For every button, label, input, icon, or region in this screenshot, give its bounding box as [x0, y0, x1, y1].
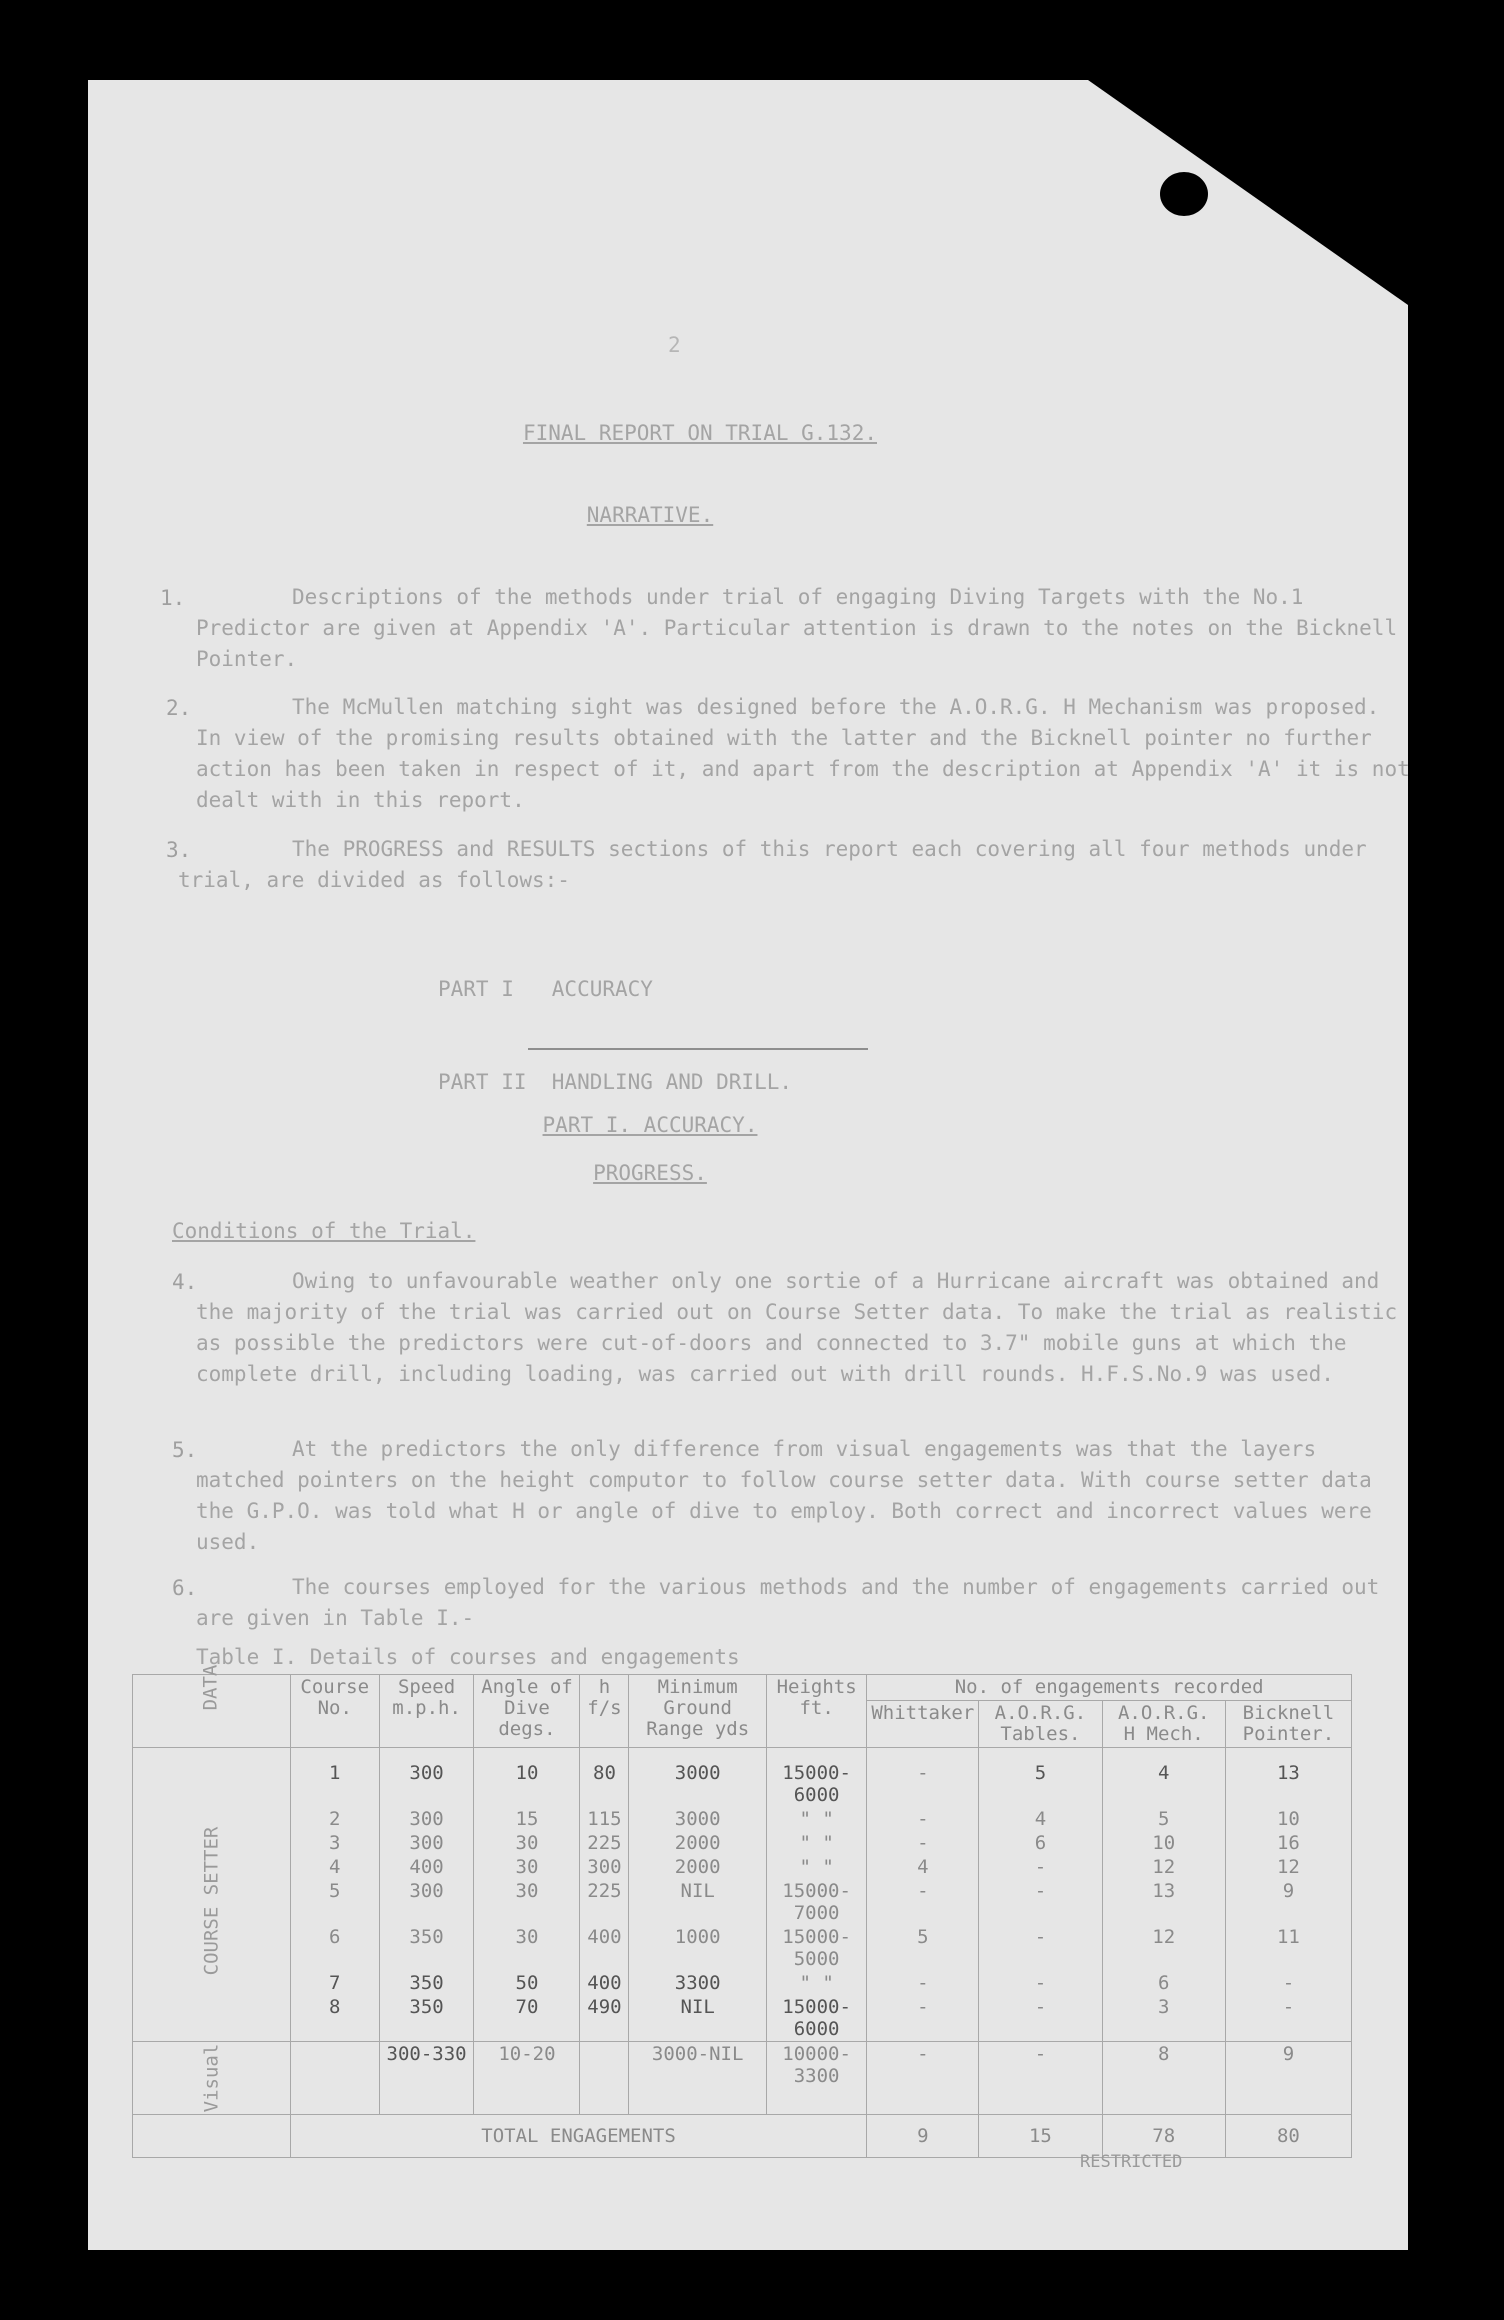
- cell-whittaker: -: [867, 1879, 979, 1925]
- cell-speed: 350: [379, 1971, 474, 1995]
- cell-course: 4: [290, 1855, 379, 1879]
- table-row: [133, 1971, 1352, 1995]
- cell-range: 2000: [629, 1831, 766, 1855]
- total-label: TOTAL ENGAGEMENTS: [290, 2115, 867, 2158]
- page-number: 2: [668, 333, 681, 357]
- table-caption: Table I. Details of courses and engagements: [196, 1645, 740, 1669]
- header-data: DATA: [133, 1675, 291, 1748]
- table-row: [133, 1855, 1352, 1879]
- cell-angle: 30: [474, 1925, 580, 1971]
- cell-course: 3: [290, 1831, 379, 1855]
- cell-angle: 10-20: [474, 2042, 580, 2115]
- header-bicknell: Bicknell Pointer.: [1225, 1701, 1351, 1748]
- cell-angle: 30: [474, 1879, 580, 1925]
- cell-course: 7: [290, 1971, 379, 1995]
- cell-aorg-hmech: 8: [1102, 2042, 1225, 2115]
- cell-heights: " ": [766, 1807, 866, 1831]
- table-row: [133, 1879, 1352, 1925]
- cell-aorg-hmech: 6: [1102, 1971, 1225, 1995]
- cell-bicknell: 9: [1225, 1879, 1351, 1925]
- cell-course: 1: [290, 1748, 379, 1808]
- report-title: FINAL REPORT ON TRIAL G.132.: [522, 421, 877, 445]
- paragraph-number: 3.: [166, 838, 192, 862]
- engagements-table: [132, 1664, 1352, 2158]
- cell-heights: 10000-3300: [766, 2042, 866, 2115]
- cell-angle: 30: [474, 1855, 580, 1879]
- parts-list: [438, 912, 792, 1129]
- paragraph-number: 4.: [172, 1270, 198, 1294]
- cell-whittaker: -: [867, 1807, 979, 1831]
- cell-speed: 400: [379, 1855, 474, 1879]
- part-ii-item: PART II HANDLING AND DRILL.: [438, 1070, 793, 1094]
- cell-whittaker: -: [867, 2042, 979, 2115]
- cell-aorg-tables: -: [979, 2042, 1102, 2115]
- cell-bicknell: 10: [1225, 1807, 1351, 1831]
- cell-aorg-hmech: 12: [1102, 1855, 1225, 1879]
- paragraph-number: 5.: [172, 1438, 198, 1462]
- conditions-heading: Conditions of the Trial.: [172, 1219, 476, 1243]
- cell-aorg-hmech: 13: [1102, 1879, 1225, 1925]
- header-speed: Speed m.p.h.: [379, 1675, 474, 1748]
- cell-aorg-tables: 6: [979, 1831, 1102, 1855]
- cell-hfs: 400: [580, 1925, 629, 1971]
- cell-course: 8: [290, 1995, 379, 2042]
- cell-course: [290, 2042, 379, 2115]
- cell-aorg-tables: -: [979, 1855, 1102, 1879]
- paragraph-number: 2.: [166, 696, 192, 720]
- footer-stamp: RESTRICTED: [1080, 2152, 1183, 2172]
- cell-heights: " ": [766, 1855, 866, 1879]
- cell-angle: 10: [474, 1748, 580, 1808]
- cell-speed: 300: [379, 1831, 474, 1855]
- table-row: [133, 1995, 1352, 2042]
- cell-heights: 15000-6000: [766, 1748, 866, 1808]
- cell-speed: 350: [379, 1925, 474, 1971]
- cell-hfs: 225: [580, 1831, 629, 1855]
- header-angle: Angle of Dive degs.: [474, 1675, 580, 1748]
- total-whittaker: 9: [867, 2115, 979, 2158]
- cell-whittaker: 4: [867, 1855, 979, 1879]
- cell-hfs: 300: [580, 1855, 629, 1879]
- header-hfs: h f/s: [580, 1675, 629, 1748]
- cell-bicknell: 16: [1225, 1831, 1351, 1855]
- cell-speed: 300: [379, 1807, 474, 1831]
- cell-hfs: 490: [580, 1995, 629, 2042]
- cell-aorg-hmech: 3: [1102, 1995, 1225, 2042]
- cell-aorg-tables: -: [979, 1971, 1102, 1995]
- header-aorg-hmech: A.O.R.G. H Mech.: [1102, 1701, 1225, 1748]
- cell-aorg-hmech: 10: [1102, 1831, 1225, 1855]
- cell-bicknell: 11: [1225, 1925, 1351, 1971]
- part-i-item: PART I ACCURACY: [438, 977, 653, 1001]
- table-row: [133, 1807, 1352, 1831]
- cell-whittaker: -: [867, 1831, 979, 1855]
- cell-angle: 30: [474, 1831, 580, 1855]
- paragraph-3: The PROGRESS and RESULTS sections of this report each covering all four methods under trial, are divided as follows:-: [178, 837, 1367, 892]
- cell-range: 2000: [629, 1855, 766, 1879]
- header-engagements-group: No. of engagements recorded: [867, 1675, 1352, 1701]
- cell-bicknell: -: [1225, 1995, 1351, 2042]
- header-aorg-tables: A.O.R.G. Tables.: [979, 1701, 1102, 1748]
- cell-heights: " ": [766, 1831, 866, 1855]
- cell-course: 2: [290, 1807, 379, 1831]
- cell-hfs: 400: [580, 1971, 629, 1995]
- table-row: [133, 1925, 1352, 1971]
- punch-hole: [1160, 172, 1208, 216]
- table-header-row: [133, 1675, 1352, 1701]
- course-setter-label: COURSE SETTER: [133, 1748, 291, 2042]
- cell-speed: 300: [379, 1748, 474, 1808]
- cell-hfs: 115: [580, 1807, 629, 1831]
- paragraph-4: Owing to unfavourable weather only one sortie of a Hurricane aircraft was obtained and the majority of the trial was carried out on Course Setter data. To make the trial as realistic as possible the predictors were cut-of-doors and connected to 3.7" mobile guns at which the complete drill, including loading, was carried out with drill rounds. H.F.S.No.9 was used.: [196, 1269, 1398, 1386]
- narrative-heading: NARRATIVE.: [586, 503, 714, 527]
- cell-range: 1000: [629, 1925, 766, 1971]
- header-course-no: Course No.: [290, 1675, 379, 1748]
- paragraph-6: The courses employed for the various methods and the number of engagements carried out are given in Table I.-: [196, 1575, 1380, 1630]
- cell-range: 3000: [629, 1807, 766, 1831]
- cell-aorg-tables: -: [979, 1925, 1102, 1971]
- cell-angle: 50: [474, 1971, 580, 1995]
- cell-bicknell: -: [1225, 1971, 1351, 1995]
- cell-aorg-tables: -: [979, 1995, 1102, 2042]
- cell-range: 3300: [629, 1971, 766, 1995]
- cell-speed: 300-330: [379, 2042, 474, 2115]
- cell-whittaker: -: [867, 1971, 979, 1995]
- cell-range: 3000: [629, 1748, 766, 1808]
- cell-heights: 15000-6000: [766, 1995, 866, 2042]
- cell-bicknell: 12: [1225, 1855, 1351, 1879]
- header-heights: Heights ft.: [766, 1675, 866, 1748]
- table-row: [133, 1748, 1352, 1808]
- cell-whittaker: -: [867, 1995, 979, 2042]
- cell-whittaker: 5: [867, 1925, 979, 1971]
- cell-range: NIL: [629, 1879, 766, 1925]
- progress-heading: PROGRESS.: [593, 1161, 707, 1185]
- visual-label: Visual: [133, 2042, 291, 2115]
- paragraph-number: 6.: [172, 1576, 198, 1600]
- header-whittaker: Whittaker: [867, 1701, 979, 1748]
- cell-speed: 300: [379, 1879, 474, 1925]
- part1-heading: PART I. ACCURACY.: [542, 1113, 758, 1137]
- total-aorg-tables: 15: [979, 2115, 1102, 2158]
- cell-course: 5: [290, 1879, 379, 1925]
- cell-heights: 15000-5000: [766, 1925, 866, 1971]
- paragraph-1: Descriptions of the methods under trial of engaging Diving Targets with the No.1 Predictor are given at Appendix 'A'. Particular attention is drawn to the notes on the Bicknell Pointer.: [196, 585, 1398, 671]
- cell-aorg-hmech: 5: [1102, 1807, 1225, 1831]
- total-aorg-hmech: 78: [1102, 2115, 1225, 2158]
- section-divider: [528, 1048, 868, 1050]
- header-min-range: Minimum Ground Range yds: [629, 1675, 766, 1748]
- cell-bicknell: 9: [1225, 2042, 1351, 2115]
- total-bicknell: 80: [1225, 2115, 1351, 2158]
- paragraph-2: The McMullen matching sight was designed before the A.O.R.G. H Mechanism was proposed. In view of the promising results obtained with the latter and the Bicknell pointer no further action has been taken in respect of it, and apart from the description at Appendix 'A' it is not dealt with in this report.: [196, 695, 1410, 812]
- cell-hfs: 80: [580, 1748, 629, 1808]
- cell-range: 3000-NIL: [629, 2042, 766, 2115]
- cell-angle: 70: [474, 1995, 580, 2042]
- cell-bicknell: 13: [1225, 1748, 1351, 1808]
- cell-hfs: 225: [580, 1879, 629, 1925]
- paragraph-number: 1.: [160, 586, 186, 610]
- table-row: [133, 1831, 1352, 1855]
- paragraph-5: At the predictors the only difference from visual engagements was that the layers matched pointers on the height computor to follow course setter data. With course setter data the G.P.O. was told what H or angle of dive to employ. Both correct and incorrect values were used.: [196, 1437, 1372, 1554]
- cell-course: 6: [290, 1925, 379, 1971]
- cell-hfs: [580, 2042, 629, 2115]
- table-row-visual: [133, 2042, 1352, 2115]
- cell-aorg-hmech: 12: [1102, 1925, 1225, 1971]
- cell-aorg-hmech: 4: [1102, 1748, 1225, 1808]
- cell-aorg-tables: 4: [979, 1807, 1102, 1831]
- cell-whittaker: -: [867, 1748, 979, 1808]
- cell-speed: 350: [379, 1995, 474, 2042]
- cell-range: NIL: [629, 1995, 766, 2042]
- cell-angle: 15: [474, 1807, 580, 1831]
- cell-aorg-tables: -: [979, 1879, 1102, 1925]
- cell-aorg-tables: 5: [979, 1748, 1102, 1808]
- cell-heights: " ": [766, 1971, 866, 1995]
- total-side-cell: [133, 2115, 291, 2158]
- cell-heights: 15000-7000: [766, 1879, 866, 1925]
